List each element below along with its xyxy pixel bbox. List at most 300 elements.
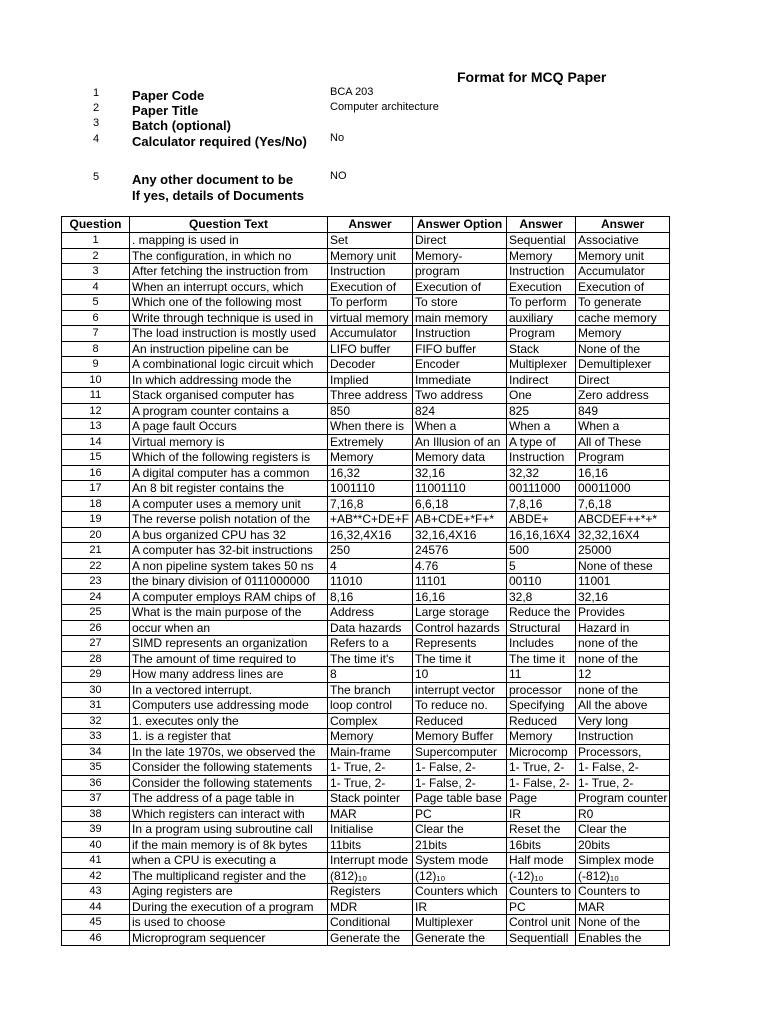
answer-a-cell: Extremely: [328, 434, 413, 450]
answer-option-b-cell: 24576: [413, 543, 507, 559]
answer-a-cell: 8,16: [328, 589, 413, 605]
answer-c-cell: 500: [507, 543, 576, 559]
answer-a-cell: 1001110: [328, 481, 413, 497]
table-row: [62, 760, 670, 776]
answer-option-b-cell: Supercomputer: [413, 744, 507, 760]
answer-d-cell: 16,16: [576, 465, 670, 481]
question-text-cell: A bus organized CPU has 32: [130, 527, 328, 543]
answer-option-b-cell: Clear the: [413, 822, 507, 838]
answer-a-cell: MAR: [328, 806, 413, 822]
answer-a-cell: Initialise: [328, 822, 413, 838]
question-number-cell: 26: [62, 620, 130, 636]
question-number-cell: 18: [62, 496, 130, 512]
answer-c-cell: Structural: [507, 620, 576, 636]
question-number-cell: 21: [62, 543, 130, 559]
answer-d-cell: Memory: [576, 326, 670, 342]
table-row: [62, 465, 670, 481]
question-text-cell: Which registers can interact with: [130, 806, 328, 822]
table-row: [62, 713, 670, 729]
table-row: [62, 837, 670, 853]
answer-a-cell: Accumulator: [328, 326, 413, 342]
answer-a-cell: 4: [328, 558, 413, 574]
table-row: [62, 434, 670, 450]
answer-d-cell: none of the: [576, 682, 670, 698]
question-text-cell: SIMD represents an organization: [130, 636, 328, 652]
meta-value: BCA 203: [330, 86, 374, 98]
table-row: [62, 729, 670, 745]
answer-d-cell: Simplex mode: [576, 853, 670, 869]
answer-a-cell: (812)₁₀: [328, 868, 413, 884]
question-text-cell: Virtual memory is: [130, 434, 328, 450]
meta-label: Paper Title: [132, 103, 199, 118]
table-row: [62, 264, 670, 280]
answer-option-b-cell: 11001110: [413, 481, 507, 497]
question-number-cell: 25: [62, 605, 130, 621]
answer-option-b-cell: Memory data: [413, 450, 507, 466]
question-number-cell: 14: [62, 434, 130, 450]
answer-d-cell: ABCDEF++*+*: [576, 512, 670, 528]
table-row: [62, 558, 670, 574]
answer-c-cell: 7,8,16: [507, 496, 576, 512]
question-number-cell: 1: [62, 233, 130, 249]
table-row: [62, 775, 670, 791]
question-text-cell: How many address lines are: [130, 667, 328, 683]
answer-a-cell: The branch: [328, 682, 413, 698]
question-text-cell: A computer uses a memory unit: [130, 496, 328, 512]
header-answer-option: Answer Option: [413, 217, 507, 233]
answer-option-b-cell: Memory Buffer: [413, 729, 507, 745]
answer-d-cell: All the above: [576, 698, 670, 714]
answer-c-cell: Reset the: [507, 822, 576, 838]
question-number-cell: 34: [62, 744, 130, 760]
answer-d-cell: Hazard in: [576, 620, 670, 636]
table-row: [62, 791, 670, 807]
answer-a-cell: Registers: [328, 884, 413, 900]
answer-a-cell: 11bits: [328, 837, 413, 853]
table-row: [62, 574, 670, 590]
answer-option-b-cell: Execution of: [413, 279, 507, 295]
answer-a-cell: 16,32,4X16: [328, 527, 413, 543]
table-row: [62, 496, 670, 512]
table-row: [62, 822, 670, 838]
question-number-cell: 15: [62, 450, 130, 466]
answer-option-b-cell: Instruction: [413, 326, 507, 342]
question-text-cell: The configuration, in which no: [130, 248, 328, 264]
answer-c-cell: (-12)₁₀: [507, 868, 576, 884]
answer-d-cell: 1- False, 2-: [576, 760, 670, 776]
answer-option-b-cell: 1- False, 2-: [413, 775, 507, 791]
question-text-cell: occur when an: [130, 620, 328, 636]
meta-value: No: [330, 132, 345, 144]
answer-option-b-cell: 824: [413, 403, 507, 419]
answer-d-cell: Program counter: [576, 791, 670, 807]
answer-d-cell: When a: [576, 419, 670, 435]
answer-a-cell: +AB**C+DE+F: [328, 512, 413, 528]
answer-option-b-cell: Page table base: [413, 791, 507, 807]
meta-value: Computer architecture: [330, 101, 439, 113]
answer-d-cell: Direct: [576, 372, 670, 388]
table-row: [62, 512, 670, 528]
question-number-cell: 41: [62, 853, 130, 869]
document-title: Format for MCQ Paper: [457, 69, 607, 85]
answer-option-b-cell: 32,16,4X16: [413, 527, 507, 543]
answer-option-b-cell: 11101: [413, 574, 507, 590]
answer-d-cell: Demultiplexer: [576, 357, 670, 373]
question-text-cell: the binary division of 0111000000: [130, 574, 328, 590]
answer-d-cell: 849: [576, 403, 670, 419]
question-number-cell: 23: [62, 574, 130, 590]
question-number-cell: 8: [62, 341, 130, 357]
answer-option-b-cell: 16,16: [413, 589, 507, 605]
answer-option-b-cell: The time it: [413, 651, 507, 667]
question-text-cell: In which addressing mode the: [130, 372, 328, 388]
answer-c-cell: 5: [507, 558, 576, 574]
answer-c-cell: Instruction: [507, 264, 576, 280]
answer-d-cell: 00011000: [576, 481, 670, 497]
answer-option-b-cell: System mode: [413, 853, 507, 869]
meta-number: 1: [92, 87, 100, 99]
answer-d-cell: 25000: [576, 543, 670, 559]
answer-a-cell: 850: [328, 403, 413, 419]
answer-option-b-cell: Two address: [413, 388, 507, 404]
answer-d-cell: (-812)₁₀: [576, 868, 670, 884]
answer-c-cell: Memory: [507, 729, 576, 745]
answer-a-cell: Stack pointer: [328, 791, 413, 807]
answer-a-cell: Complex: [328, 713, 413, 729]
answer-option-b-cell: 32,16: [413, 465, 507, 481]
meta-value: NO: [330, 170, 347, 182]
question-text-cell: 1. executes only the: [130, 713, 328, 729]
meta-label: Batch (optional): [132, 118, 231, 133]
answer-option-b-cell: An Illusion of an: [413, 434, 507, 450]
answer-d-cell: Execution of: [576, 279, 670, 295]
question-text-cell: A digital computer has a common: [130, 465, 328, 481]
answer-option-b-cell: Large storage: [413, 605, 507, 621]
answer-option-b-cell: Represents: [413, 636, 507, 652]
table-row: [62, 372, 670, 388]
question-number-cell: 3: [62, 264, 130, 280]
answer-option-b-cell: 1- False, 2-: [413, 760, 507, 776]
header-question-text: Question Text: [130, 217, 328, 233]
answer-option-b-cell: 6,6,18: [413, 496, 507, 512]
answer-c-cell: To perform: [507, 295, 576, 311]
answer-a-cell: Memory unit: [328, 248, 413, 264]
answer-d-cell: none of the: [576, 651, 670, 667]
question-number-cell: 42: [62, 868, 130, 884]
answer-option-b-cell: Memory-: [413, 248, 507, 264]
question-text-cell: The address of a page table in: [130, 791, 328, 807]
answer-a-cell: To perform: [328, 295, 413, 311]
header-question: Question: [62, 217, 130, 233]
table-row: [62, 698, 670, 714]
answer-a-cell: 11010: [328, 574, 413, 590]
answer-a-cell: Address: [328, 605, 413, 621]
table-row: [62, 744, 670, 760]
answer-option-b-cell: To store: [413, 295, 507, 311]
table-row: [62, 806, 670, 822]
question-number-cell: 32: [62, 713, 130, 729]
question-number-cell: 24: [62, 589, 130, 605]
question-number-cell: 46: [62, 930, 130, 946]
question-text-cell: An instruction pipeline can be: [130, 341, 328, 357]
answer-a-cell: Instruction: [328, 264, 413, 280]
answer-c-cell: 825: [507, 403, 576, 419]
answer-c-cell: 1- True, 2-: [507, 760, 576, 776]
table-row: [62, 667, 670, 683]
answer-d-cell: MAR: [576, 899, 670, 915]
answer-c-cell: Program: [507, 326, 576, 342]
answer-a-cell: MDR: [328, 899, 413, 915]
meta-row-other-documents: [0, 170, 768, 206]
question-number-cell: 35: [62, 760, 130, 776]
answer-c-cell: Page: [507, 791, 576, 807]
table-row: [62, 527, 670, 543]
answer-option-b-cell: When a: [413, 419, 507, 435]
question-number-cell: 31: [62, 698, 130, 714]
answer-d-cell: 12: [576, 667, 670, 683]
table-row: [62, 310, 670, 326]
question-text-cell: A computer has 32-bit instructions: [130, 543, 328, 559]
answer-d-cell: All of These: [576, 434, 670, 450]
answer-c-cell: Memory: [507, 248, 576, 264]
question-number-cell: 36: [62, 775, 130, 791]
answer-option-b-cell: PC: [413, 806, 507, 822]
answer-a-cell: Conditional: [328, 915, 413, 931]
table-row: [62, 930, 670, 946]
question-text-cell: Write through technique is used in: [130, 310, 328, 326]
answer-option-b-cell: Control hazards: [413, 620, 507, 636]
answer-c-cell: 16,16,16X4: [507, 527, 576, 543]
table-row: [62, 682, 670, 698]
table-row: [62, 651, 670, 667]
answer-c-cell: One: [507, 388, 576, 404]
meta-number: 5: [92, 171, 100, 183]
answer-option-b-cell: To reduce no.: [413, 698, 507, 714]
question-number-cell: 11: [62, 388, 130, 404]
question-number-cell: 13: [62, 419, 130, 435]
table-row: [62, 620, 670, 636]
answer-c-cell: 11: [507, 667, 576, 683]
answer-option-b-cell: AB+CDE+*F+*: [413, 512, 507, 528]
question-text-cell: Aging registers are: [130, 884, 328, 900]
table-row: [62, 884, 670, 900]
header-answer: Answer: [576, 217, 670, 233]
answer-option-b-cell: 4.76: [413, 558, 507, 574]
answer-c-cell: Execution: [507, 279, 576, 295]
answer-option-b-cell: Immediate: [413, 372, 507, 388]
table-row: [62, 481, 670, 497]
question-text-cell: After fetching the instruction from: [130, 264, 328, 280]
answer-d-cell: To generate: [576, 295, 670, 311]
question-text-cell: When an interrupt occurs, which: [130, 279, 328, 295]
question-number-cell: 44: [62, 899, 130, 915]
question-number-cell: 12: [62, 403, 130, 419]
table-row: [62, 341, 670, 357]
question-text-cell: Consider the following statements: [130, 775, 328, 791]
answer-c-cell: Microcomp: [507, 744, 576, 760]
answer-option-b-cell: program: [413, 264, 507, 280]
table-row: [62, 605, 670, 621]
answer-a-cell: 250: [328, 543, 413, 559]
question-number-cell: 5: [62, 295, 130, 311]
question-text-cell: The load instruction is mostly used: [130, 326, 328, 342]
answer-a-cell: The time it's: [328, 651, 413, 667]
answer-option-b-cell: main memory: [413, 310, 507, 326]
question-text-cell: if the main memory is of 8k bytes: [130, 837, 328, 853]
table-header-row: [62, 217, 670, 233]
answer-c-cell: 1- False, 2-: [507, 775, 576, 791]
answer-a-cell: Refers to a: [328, 636, 413, 652]
answer-c-cell: Includes: [507, 636, 576, 652]
answer-a-cell: Decoder: [328, 357, 413, 373]
answer-d-cell: Processors,: [576, 744, 670, 760]
question-text-cell: The amount of time required to: [130, 651, 328, 667]
table-row: [62, 403, 670, 419]
answer-a-cell: Execution of: [328, 279, 413, 295]
question-text-cell: During the execution of a program: [130, 899, 328, 915]
answer-a-cell: Main-frame: [328, 744, 413, 760]
answer-d-cell: 32,16: [576, 589, 670, 605]
question-text-cell: A computer employs RAM chips of: [130, 589, 328, 605]
answer-d-cell: 1- True, 2-: [576, 775, 670, 791]
table-row: [62, 295, 670, 311]
question-text-cell: Microprogram sequencer: [130, 930, 328, 946]
meta-label-secondary: If yes, details of Documents: [132, 188, 304, 203]
table-body: [62, 233, 670, 946]
question-text-cell: Stack organised computer has: [130, 388, 328, 404]
question-text-cell: A program counter contains a: [130, 403, 328, 419]
answer-d-cell: Program: [576, 450, 670, 466]
answer-option-b-cell: 10: [413, 667, 507, 683]
table-row: [62, 636, 670, 652]
question-number-cell: 6: [62, 310, 130, 326]
question-number-cell: 33: [62, 729, 130, 745]
question-number-cell: 45: [62, 915, 130, 931]
answer-a-cell: Set: [328, 233, 413, 249]
answer-d-cell: None of the: [576, 341, 670, 357]
answer-d-cell: Provides: [576, 605, 670, 621]
answer-c-cell: Multiplexer: [507, 357, 576, 373]
table-row: [62, 233, 670, 249]
table-row: [62, 279, 670, 295]
answer-d-cell: cache memory: [576, 310, 670, 326]
answer-c-cell: Control unit: [507, 915, 576, 931]
question-number-cell: 20: [62, 527, 130, 543]
answer-d-cell: R0: [576, 806, 670, 822]
question-text-cell: is used to choose: [130, 915, 328, 931]
answer-c-cell: 16bits: [507, 837, 576, 853]
question-text-cell: Computers use addressing mode: [130, 698, 328, 714]
question-number-cell: 7: [62, 326, 130, 342]
answer-option-b-cell: (12)₁₀: [413, 868, 507, 884]
answer-c-cell: 32,8: [507, 589, 576, 605]
answer-c-cell: Reduce the: [507, 605, 576, 621]
question-text-cell: . mapping is used in: [130, 233, 328, 249]
answer-d-cell: Instruction: [576, 729, 670, 745]
question-number-cell: 17: [62, 481, 130, 497]
table-row: [62, 388, 670, 404]
question-number-cell: 2: [62, 248, 130, 264]
question-number-cell: 40: [62, 837, 130, 853]
answer-a-cell: Generate the: [328, 930, 413, 946]
answer-c-cell: When a: [507, 419, 576, 435]
answer-d-cell: Zero address: [576, 388, 670, 404]
question-text-cell: when a CPU is executing a: [130, 853, 328, 869]
question-number-cell: 38: [62, 806, 130, 822]
meta-label: Any other document to be: [132, 172, 294, 187]
answer-a-cell: virtual memory: [328, 310, 413, 326]
answer-d-cell: 11001: [576, 574, 670, 590]
answer-d-cell: Counters to: [576, 884, 670, 900]
answer-a-cell: Data hazards: [328, 620, 413, 636]
meta-label: Paper Code: [132, 88, 205, 103]
answer-d-cell: Accumulator: [576, 264, 670, 280]
table-row: [62, 248, 670, 264]
answer-c-cell: Half mode: [507, 853, 576, 869]
table-row: [62, 853, 670, 869]
answer-a-cell: Three address: [328, 388, 413, 404]
answer-d-cell: 7,6,18: [576, 496, 670, 512]
question-text-cell: A non pipeline system takes 50 ns: [130, 558, 328, 574]
question-number-cell: 9: [62, 357, 130, 373]
answer-c-cell: IR: [507, 806, 576, 822]
answer-d-cell: None of these: [576, 558, 670, 574]
question-number-cell: 29: [62, 667, 130, 683]
table-row: [62, 899, 670, 915]
question-text-cell: A combinational logic circuit which: [130, 357, 328, 373]
question-text-cell: In the late 1970s, we observed the: [130, 744, 328, 760]
answer-option-b-cell: Counters which: [413, 884, 507, 900]
question-text-cell: A page fault Occurs: [130, 419, 328, 435]
answer-d-cell: None of the: [576, 915, 670, 931]
header-answer: Answer: [507, 217, 576, 233]
answer-a-cell: LIFO buffer: [328, 341, 413, 357]
answer-c-cell: 00111000: [507, 481, 576, 497]
question-number-cell: 43: [62, 884, 130, 900]
answer-c-cell: Indirect: [507, 372, 576, 388]
question-text-cell: What is the main purpose of the: [130, 605, 328, 621]
question-text-cell: The multiplicand register and the: [130, 868, 328, 884]
question-text-cell: The reverse polish notation of the: [130, 512, 328, 528]
answer-c-cell: A type of: [507, 434, 576, 450]
answer-a-cell: 1- True, 2-: [328, 775, 413, 791]
answer-d-cell: Memory unit: [576, 248, 670, 264]
answer-option-b-cell: IR: [413, 899, 507, 915]
answer-a-cell: 8: [328, 667, 413, 683]
answer-d-cell: Clear the: [576, 822, 670, 838]
question-number-cell: 4: [62, 279, 130, 295]
answer-c-cell: Sequential: [507, 233, 576, 249]
question-number-cell: 27: [62, 636, 130, 652]
answer-d-cell: 32,32,16X4: [576, 527, 670, 543]
meta-label: Calculator required (Yes/No): [132, 134, 307, 149]
answer-c-cell: Specifying: [507, 698, 576, 714]
answer-c-cell: Counters to: [507, 884, 576, 900]
answer-c-cell: 00110: [507, 574, 576, 590]
answer-option-b-cell: Multiplexer: [413, 915, 507, 931]
answer-option-b-cell: interrupt vector: [413, 682, 507, 698]
table-row: [62, 543, 670, 559]
question-text-cell: 1. is a register that: [130, 729, 328, 745]
question-number-cell: 19: [62, 512, 130, 528]
question-text-cell: Consider the following statements: [130, 760, 328, 776]
meta-row-calculator: [0, 132, 768, 150]
meta-number: 4: [92, 133, 100, 145]
answer-a-cell: When there is: [328, 419, 413, 435]
answer-option-b-cell: FIFO buffer: [413, 341, 507, 357]
table-row: [62, 915, 670, 931]
answer-c-cell: processor: [507, 682, 576, 698]
